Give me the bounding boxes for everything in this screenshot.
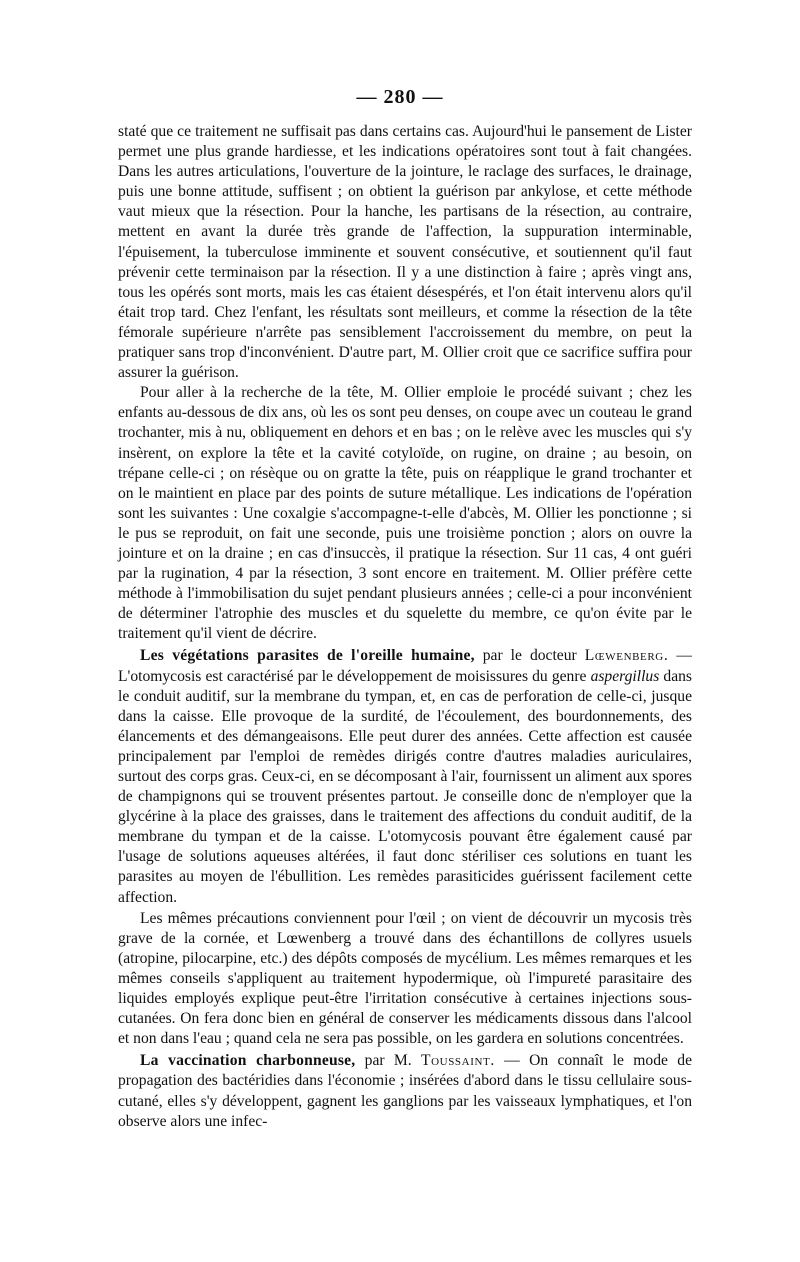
section-heading: Les végétations parasites de l'oreille humaine,: [140, 647, 475, 665]
text-column: [118, 122, 692, 1132]
paragraph-text: Pour aller à la recherche de la tête, M. Ollier emploie le procédé suivant ; chez les enfants au-dessous de dix ans, où les os sont peu denses, on coupe avec un couteau le grand trochanter, mis à nu, obliquement en dehors et en bas ; on le relève avec les muscles qui s'y insèrent, on explore la tête et la cavité cotyloïde, on rugine, on draine ; au besoin, on trépane celle-ci ; on résèque ou on gratte la tête, puis on réapplique le grand trochanter et on le maintient en place par des points de suture métallique. Les indications de l'opération sont les suivantes : Une coxalgie s'accompagne-t-elle d'abcès, M. Ollier les ponctionne ; si le pus se reproduit, on fait une seconde, puis une troisième ponction ; alors on ouvre la jointure et on la draine ; en cas d'insuccès, il pratique la résection. Sur 11 cas, 4 ont guéri par la rugination, 4 par la résection, 3 sont encore en traitement. M. Ollier préfère cette méthode à l'immobilisation du sujet pendant plusieurs années ; celle-ci a pour inconvénient de déterminer l'atrophie des muscles et du squelette du membre, ce qu'on évite par le traitement qu'il vient de décrire.: [118, 384, 692, 643]
page-number: — 280 —: [356, 86, 444, 108]
page-number-value: 280: [383, 86, 417, 108]
paragraph-ollier-procedure: [118, 383, 692, 644]
paragraph-text-rest: dans le conduit auditif, sur la membrane du tympan, et, en cas de perforation de celle-ci, jusque dans la caisse. Elle provoque de la surdité, de l'écoulement, des bourdonnements, des élancements et des démangeaisons. Elle peut durer des années. Cette affection est causée principalement par l'emploi de remèdes dirigés contre d'autres maladies auriculaires, surtout des corps gras. Ceux-ci, en se décomposant à l'air, fournissent un aliment aux spores de champignons qui se trouvent présentes partout. Je conseille donc de n'employer que la glycérine à la place des graisses, dans le traitement des affections du conduit auditif, de la membrane du tympan et de la caisse. L'otomycosis pouvant être également causé par l'usage de solutions aqueuses altérées, il faut donc stériliser ces solutions en tuant les parasites au moyen de l'ébullition. Les remèdes parasiticides guérissent facilement cette affection.: [118, 667, 692, 906]
paragraph-precautions: [118, 909, 692, 1050]
paragraph-text: — L'otomycosis est caractérisé par le développement de moisissures du genre: [118, 647, 692, 685]
section-lead: par le docteur: [474, 647, 585, 665]
section-vaccination: [118, 1051, 692, 1131]
paragraph-text: — On connaît le mode de propagation des bactéridies dans l'économie ; insérées d'abord dans le tissu cellulaire sous-cutané, elles s'y développent, gagnent les ganglions par les vaisseaux lymphatiques, et l'on observe alors une infec-: [118, 1052, 693, 1130]
paragraph-text: Les mêmes précautions conviennent pour l'œil ; on vient de découvrir un mycosis très grave de la cornée, et Lœwenberg a trouvé dans des échantillons de collyres usuels (atropine, pilocarpine, etc.) des dépôts composés de mycélium. Les mêmes remarques et les mêmes conseils s'appliquent au traitement hypodermique, où l'impureté parasitaire des liquides employés explique peut-être l'irritation consécutive à certaines injections sous-cutanées. On fera donc bien en général de conserver les médicaments dissous dans l'alcool et non dans l'eau ; quand cela ne sera pas possible, on les gardera en solutions concentrées.: [118, 909, 692, 1048]
section-author: Toussaint.: [421, 1052, 495, 1070]
paragraph-resection-continuation: [118, 122, 692, 383]
italic-term: aspergillus: [590, 667, 660, 685]
section-heading: La vaccination charbonneuse,: [140, 1052, 356, 1070]
paragraph-text: staté que ce traitement ne suffisait pas dans certains cas. Aujourd'hui le pansement de Lister permet une plus grande hardiesse, et les indications opératoires sont tout à fait changées. Dans les autres articulations, l'ouverture de la jointure, le raclage des surfaces, le drainage, puis une bonne attitude, suffisent ; on obtient la guérison par ankylose, et cette méthode vaut mieux que la résection. Pour la hanche, les partisans de la résection, au contraire, mettent en avant la durée très grande de l'affection, la suppuration interminable, l'épuisement, la tuberculose imminente et souvent consécutive, et soutiennent qu'il faut prévenir cette terminaison par la résection. Il y a une distinction à faire ; après vingt ans, tous les opérés sont morts, mais les cas étaient désespérés, et l'on était intervenu alors qu'il était trop tard. Chez l'enfant, les résultats sont meilleurs, et comme la résection de la tête fémorale supérieure n'arrête pas sensiblement l'accroissement du membre, on peut la pratiquer sans trop d'inconvénient. D'autre part, M. Ollier croit que ce sacrifice suffira pour assurer la guérison.: [118, 123, 692, 382]
section-lead: par M.: [355, 1052, 421, 1070]
section-author: Lœwenberg.: [584, 647, 669, 665]
section-otomycosis: [118, 646, 692, 907]
